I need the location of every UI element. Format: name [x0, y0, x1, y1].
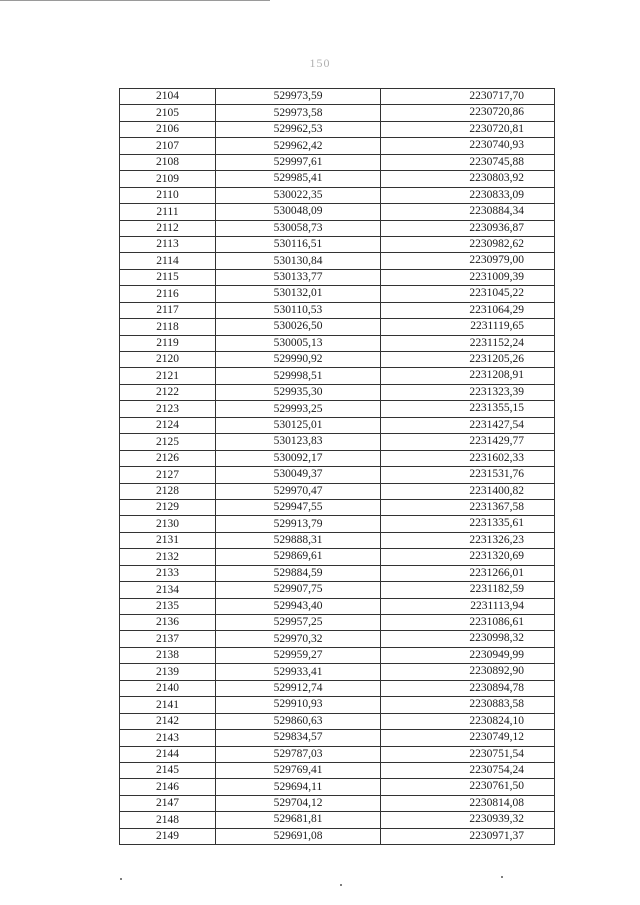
y-coordinate-cell: 2231064,29 [381, 302, 555, 318]
x-coordinate-cell: 530110,53 [216, 302, 381, 318]
x-coordinate-cell: 529998,51 [216, 368, 381, 384]
table-row [120, 187, 555, 203]
y-coordinate-cell: 2231355,15 [381, 401, 555, 417]
point-number-cell: 2129 [120, 499, 216, 515]
x-coordinate-cell: 530048,09 [216, 204, 381, 220]
table-row [120, 105, 555, 121]
y-coordinate-cell: 2230761,50 [381, 779, 555, 795]
y-coordinate-cell: 2230939,32 [381, 812, 555, 828]
table-row [120, 121, 555, 137]
y-coordinate-cell: 2231205,26 [381, 352, 555, 368]
x-coordinate-cell: 530005,13 [216, 335, 381, 351]
point-number-cell: 2140 [120, 680, 216, 696]
x-coordinate-cell: 529834,57 [216, 730, 381, 746]
table-row [120, 154, 555, 170]
y-coordinate-cell: 2231266,01 [381, 565, 555, 581]
table-row [120, 384, 555, 400]
y-coordinate-cell: 2230720,86 [381, 105, 555, 121]
table-row [120, 467, 555, 483]
y-coordinate-cell: 2231009,39 [381, 269, 555, 285]
y-coordinate-cell: 2231086,61 [381, 615, 555, 631]
coordinates-table-body [120, 89, 555, 845]
point-number-cell: 2115 [120, 269, 216, 285]
x-coordinate-cell: 529691,08 [216, 828, 381, 844]
table-row [120, 746, 555, 762]
y-coordinate-cell: 2230751,54 [381, 746, 555, 762]
table-row [120, 204, 555, 220]
table-row [120, 499, 555, 515]
y-coordinate-cell: 2230824,10 [381, 713, 555, 729]
table-row [120, 730, 555, 746]
table-row [120, 352, 555, 368]
point-number-cell: 2149 [120, 828, 216, 844]
point-number-cell: 2146 [120, 779, 216, 795]
table-row [120, 812, 555, 828]
x-coordinate-cell: 530132,01 [216, 286, 381, 302]
table-row [120, 680, 555, 696]
x-coordinate-cell: 529913,79 [216, 516, 381, 532]
y-coordinate-cell: 2230814,08 [381, 795, 555, 811]
y-coordinate-cell: 2231323,39 [381, 384, 555, 400]
point-number-cell: 2144 [120, 746, 216, 762]
x-coordinate-cell: 529860,63 [216, 713, 381, 729]
point-number-cell: 2147 [120, 795, 216, 811]
y-coordinate-cell: 2230936,87 [381, 220, 555, 236]
point-number-cell: 2148 [120, 812, 216, 828]
x-coordinate-cell: 529985,41 [216, 171, 381, 187]
scan-dot [501, 876, 503, 878]
table-row [120, 762, 555, 778]
point-number-cell: 2119 [120, 335, 216, 351]
table-row [120, 335, 555, 351]
point-number-cell: 2109 [120, 171, 216, 187]
point-number-cell: 2134 [120, 582, 216, 598]
x-coordinate-cell: 530022,35 [216, 187, 381, 203]
table-row [120, 697, 555, 713]
x-coordinate-cell: 529910,93 [216, 697, 381, 713]
table-row [120, 779, 555, 795]
y-coordinate-cell: 2231152,24 [381, 335, 555, 351]
y-coordinate-cell: 2230892,90 [381, 664, 555, 680]
table-row [120, 795, 555, 811]
table-row [120, 434, 555, 450]
table-row [120, 664, 555, 680]
x-coordinate-cell: 529990,92 [216, 352, 381, 368]
y-coordinate-cell: 2231367,58 [381, 499, 555, 515]
table-row [120, 319, 555, 335]
table-row [120, 532, 555, 548]
point-number-cell: 2122 [120, 384, 216, 400]
y-coordinate-cell: 2230998,32 [381, 631, 555, 647]
point-number-cell: 2123 [120, 401, 216, 417]
table-row [120, 713, 555, 729]
y-coordinate-cell: 2230745,88 [381, 154, 555, 170]
y-coordinate-cell: 2230982,62 [381, 236, 555, 252]
x-coordinate-cell: 529970,47 [216, 483, 381, 499]
y-coordinate-cell: 2231427,54 [381, 417, 555, 433]
x-coordinate-cell: 529769,41 [216, 762, 381, 778]
x-coordinate-cell: 529997,61 [216, 154, 381, 170]
y-coordinate-cell: 2230803,92 [381, 171, 555, 187]
x-coordinate-cell: 529694,11 [216, 779, 381, 795]
y-coordinate-cell: 2231182,59 [381, 582, 555, 598]
point-number-cell: 2107 [120, 138, 216, 154]
x-coordinate-cell: 529884,59 [216, 565, 381, 581]
table-row [120, 401, 555, 417]
point-number-cell: 2111 [120, 204, 216, 220]
table-row [120, 269, 555, 285]
x-coordinate-cell: 529962,53 [216, 121, 381, 137]
x-coordinate-cell: 529957,25 [216, 615, 381, 631]
point-number-cell: 2112 [120, 220, 216, 236]
point-number-cell: 2108 [120, 154, 216, 170]
table-row [120, 598, 555, 614]
table-row [120, 253, 555, 269]
point-number-cell: 2138 [120, 647, 216, 663]
y-coordinate-cell: 2230740,93 [381, 138, 555, 154]
point-number-cell: 2136 [120, 615, 216, 631]
x-coordinate-cell: 530130,84 [216, 253, 381, 269]
coordinates-table [119, 88, 555, 845]
top-edge-rule [0, 0, 270, 1]
point-number-cell: 2117 [120, 302, 216, 318]
x-coordinate-cell: 530116,51 [216, 236, 381, 252]
y-coordinate-cell: 2230717,70 [381, 89, 555, 105]
point-number-cell: 2142 [120, 713, 216, 729]
y-coordinate-cell: 2230894,78 [381, 680, 555, 696]
table-row [120, 631, 555, 647]
y-coordinate-cell: 2231429,77 [381, 434, 555, 450]
y-coordinate-cell: 2231400,82 [381, 483, 555, 499]
point-number-cell: 2126 [120, 450, 216, 466]
point-number-cell: 2125 [120, 434, 216, 450]
y-coordinate-cell: 2231326,23 [381, 532, 555, 548]
point-number-cell: 2110 [120, 187, 216, 203]
x-coordinate-cell: 530049,37 [216, 467, 381, 483]
x-coordinate-cell: 529943,40 [216, 598, 381, 614]
x-coordinate-cell: 529888,31 [216, 532, 381, 548]
point-number-cell: 2105 [120, 105, 216, 121]
point-number-cell: 2135 [120, 598, 216, 614]
point-number-cell: 2114 [120, 253, 216, 269]
point-number-cell: 2113 [120, 236, 216, 252]
point-number-cell: 2131 [120, 532, 216, 548]
x-coordinate-cell: 529947,55 [216, 499, 381, 515]
x-coordinate-cell: 530058,73 [216, 220, 381, 236]
table-row [120, 89, 555, 105]
point-number-cell: 2139 [120, 664, 216, 680]
x-coordinate-cell: 529681,81 [216, 812, 381, 828]
y-coordinate-cell: 2231113,94 [381, 598, 555, 614]
y-coordinate-cell: 2230883,58 [381, 697, 555, 713]
table-row [120, 582, 555, 598]
x-coordinate-cell: 530133,77 [216, 269, 381, 285]
table-row [120, 549, 555, 565]
scan-dot [340, 884, 342, 886]
x-coordinate-cell: 529935,30 [216, 384, 381, 400]
y-coordinate-cell: 2230749,12 [381, 730, 555, 746]
point-number-cell: 2120 [120, 352, 216, 368]
page-number: 150 [309, 56, 331, 70]
x-coordinate-cell: 529787,03 [216, 746, 381, 762]
point-number-cell: 2104 [120, 89, 216, 105]
y-coordinate-cell: 2231602,33 [381, 450, 555, 466]
y-coordinate-cell: 2231335,61 [381, 516, 555, 532]
point-number-cell: 2116 [120, 286, 216, 302]
point-number-cell: 2121 [120, 368, 216, 384]
x-coordinate-cell: 530125,01 [216, 417, 381, 433]
y-coordinate-cell: 2231119,65 [381, 319, 555, 335]
x-coordinate-cell: 530026,50 [216, 319, 381, 335]
x-coordinate-cell: 530123,83 [216, 434, 381, 450]
table-row [120, 171, 555, 187]
x-coordinate-cell: 530092,17 [216, 450, 381, 466]
table-row [120, 483, 555, 499]
point-number-cell: 2132 [120, 549, 216, 565]
table-row [120, 615, 555, 631]
point-number-cell: 2145 [120, 762, 216, 778]
table-row [120, 236, 555, 252]
point-number-cell: 2124 [120, 417, 216, 433]
table-row [120, 368, 555, 384]
x-coordinate-cell: 529973,59 [216, 89, 381, 105]
x-coordinate-cell: 529962,42 [216, 138, 381, 154]
table-row [120, 417, 555, 433]
point-number-cell: 2127 [120, 467, 216, 483]
table-row [120, 138, 555, 154]
y-coordinate-cell: 2231208,91 [381, 368, 555, 384]
x-coordinate-cell: 529993,25 [216, 401, 381, 417]
y-coordinate-cell: 2231531,76 [381, 467, 555, 483]
scan-dot [120, 878, 122, 880]
x-coordinate-cell: 529959,27 [216, 647, 381, 663]
y-coordinate-cell: 2230971,37 [381, 828, 555, 844]
x-coordinate-cell: 529907,75 [216, 582, 381, 598]
table-row [120, 450, 555, 466]
table-row [120, 516, 555, 532]
x-coordinate-cell: 529973,58 [216, 105, 381, 121]
table-row [120, 286, 555, 302]
x-coordinate-cell: 529912,74 [216, 680, 381, 696]
point-number-cell: 2118 [120, 319, 216, 335]
y-coordinate-cell: 2231320,69 [381, 549, 555, 565]
y-coordinate-cell: 2230949,99 [381, 647, 555, 663]
y-coordinate-cell: 2230884,34 [381, 204, 555, 220]
point-number-cell: 2133 [120, 565, 216, 581]
y-coordinate-cell: 2230754,24 [381, 762, 555, 778]
x-coordinate-cell: 529704,12 [216, 795, 381, 811]
point-number-cell: 2141 [120, 697, 216, 713]
y-coordinate-cell: 2230833,09 [381, 187, 555, 203]
point-number-cell: 2130 [120, 516, 216, 532]
y-coordinate-cell: 2230979,00 [381, 253, 555, 269]
y-coordinate-cell: 2230720,81 [381, 121, 555, 137]
point-number-cell: 2137 [120, 631, 216, 647]
x-coordinate-cell: 529970,32 [216, 631, 381, 647]
point-number-cell: 2143 [120, 730, 216, 746]
point-number-cell: 2128 [120, 483, 216, 499]
table-row [120, 565, 555, 581]
x-coordinate-cell: 529869,61 [216, 549, 381, 565]
point-number-cell: 2106 [120, 121, 216, 137]
table-row [120, 828, 555, 844]
table-row [120, 647, 555, 663]
table-row [120, 302, 555, 318]
y-coordinate-cell: 2231045,22 [381, 286, 555, 302]
table-row [120, 220, 555, 236]
x-coordinate-cell: 529933,41 [216, 664, 381, 680]
